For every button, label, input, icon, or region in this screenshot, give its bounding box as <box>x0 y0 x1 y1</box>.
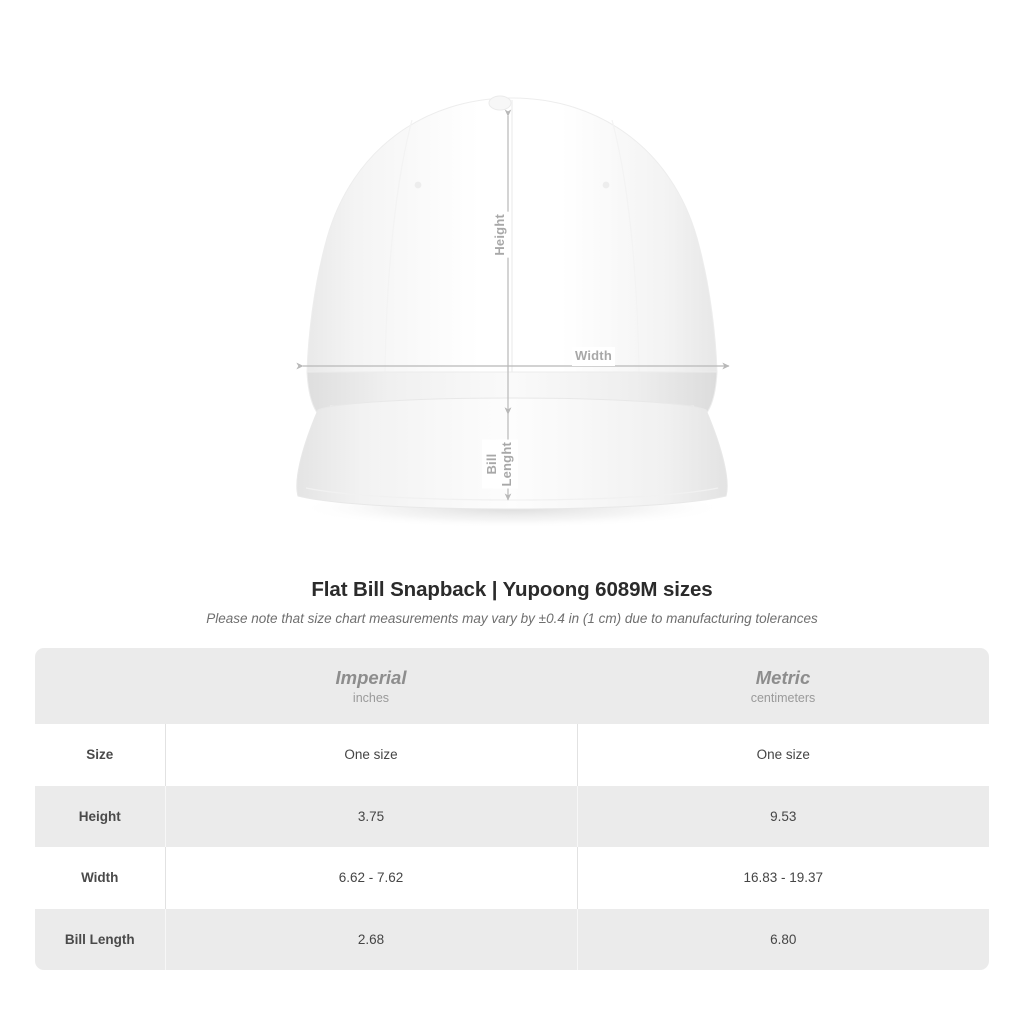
cell-bill-length-imperial: 2.68 <box>165 909 577 971</box>
table-row <box>35 786 989 848</box>
row-label-height: Height <box>35 786 165 848</box>
header-imperial-name: Imperial <box>335 666 407 688</box>
row-label-size: Size <box>35 724 165 786</box>
header-imperial-unit: inches <box>352 691 390 706</box>
cell-height-metric: 9.53 <box>577 786 989 848</box>
header-metric-name: Metric <box>755 666 811 688</box>
cell-size-metric: One size <box>577 724 989 786</box>
row-label-bill-length: Bill Length <box>35 909 165 971</box>
title-block <box>0 578 1024 626</box>
cell-height-imperial: 3.75 <box>165 786 577 848</box>
dimension-label-height: Height <box>490 212 511 258</box>
cell-bill-length-metric: 6.80 <box>577 909 989 971</box>
header-imperial <box>165 648 577 724</box>
cell-width-imperial: 6.62 - 7.62 <box>165 847 577 909</box>
dimension-label-bill-line2: Lenght <box>498 442 514 487</box>
table-header-row <box>35 648 989 724</box>
size-chart-table-wrap <box>35 648 989 970</box>
header-corner-cell <box>35 648 165 724</box>
header-metric-unit: centimeters <box>750 691 816 706</box>
table-row <box>35 909 989 971</box>
row-label-width: Width <box>35 847 165 909</box>
dimension-label-bill-line1: Bill <box>484 453 499 475</box>
dimension-label-bill-length <box>482 440 518 489</box>
table-row <box>35 724 989 786</box>
table-row <box>35 847 989 909</box>
header-metric <box>577 648 989 724</box>
page-title: Flat Bill Snapback | Yupoong 6089M sizes <box>311 578 713 601</box>
cell-width-metric: 16.83 - 19.37 <box>577 847 989 909</box>
size-chart-note: Please note that size chart measurements may vary by ±0.4 in (1 cm) due to manufacturing tolerances <box>206 611 818 626</box>
dimension-label-width: Width <box>572 347 615 366</box>
size-chart-table <box>35 648 989 970</box>
cell-size-imperial: One size <box>165 724 577 786</box>
